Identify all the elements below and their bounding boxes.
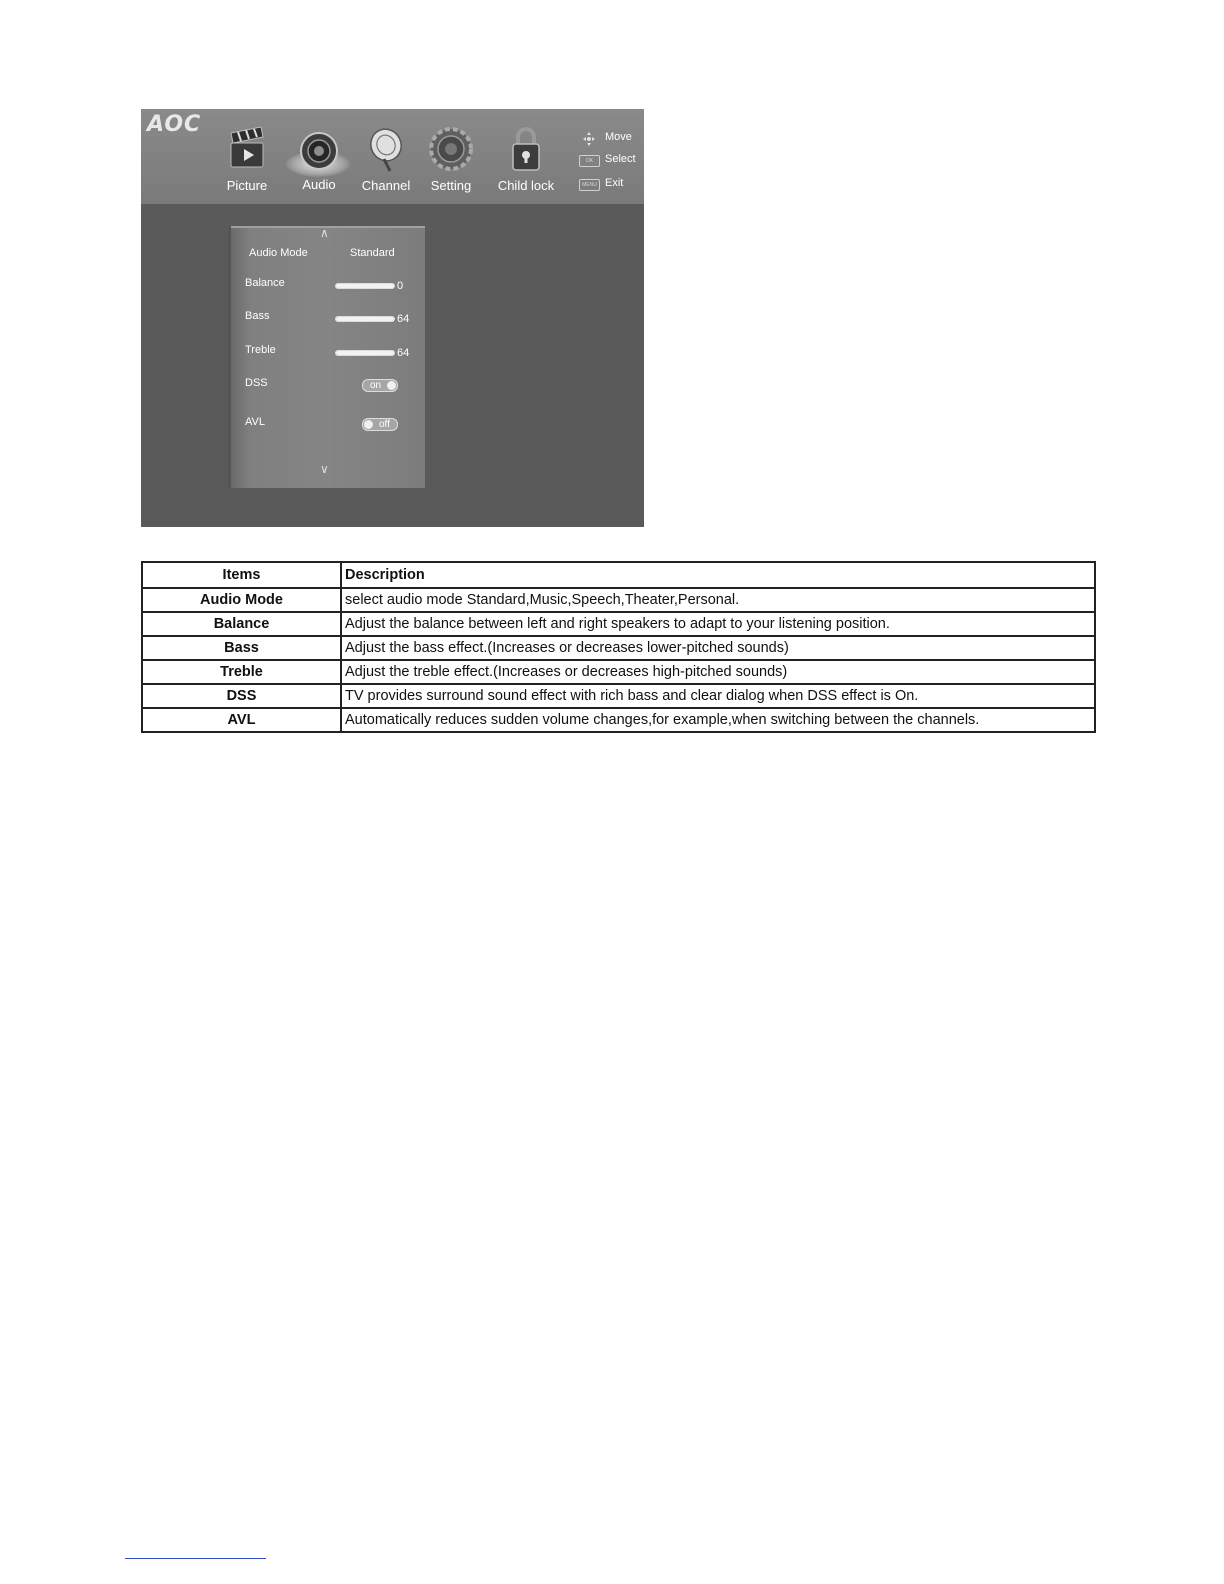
tab-child-lock[interactable] bbox=[489, 125, 563, 199]
arrows-icon bbox=[581, 132, 597, 146]
tab-label: Child lock bbox=[497, 178, 555, 193]
menu-label: Balance bbox=[245, 277, 285, 289]
menu-row-audio-mode[interactable] bbox=[249, 247, 419, 265]
tab-channel[interactable] bbox=[350, 125, 422, 199]
balance-slider[interactable] bbox=[335, 283, 395, 289]
scroll-down-icon[interactable]: ∨ bbox=[320, 462, 329, 476]
satellite-dish-icon bbox=[362, 125, 410, 173]
table-row bbox=[142, 636, 1095, 660]
bass-slider[interactable] bbox=[335, 316, 395, 322]
menu-key-icon: MENU bbox=[579, 179, 600, 191]
item-cell: DSS bbox=[142, 684, 341, 708]
hint-label: Move bbox=[605, 131, 632, 143]
table-header-row bbox=[142, 562, 1095, 588]
item-cell: Audio Mode bbox=[142, 588, 341, 612]
menu-label: Bass bbox=[245, 310, 270, 322]
aoc-logo: AOC bbox=[147, 112, 202, 137]
menu-row-avl[interactable] bbox=[245, 416, 415, 434]
toggle-state: on bbox=[370, 380, 382, 391]
tab-label: Setting bbox=[430, 178, 472, 193]
toggle-state: off bbox=[379, 419, 390, 430]
header-description: Description bbox=[341, 562, 1095, 588]
dss-toggle[interactable] bbox=[362, 379, 398, 392]
header-items: Items bbox=[142, 562, 341, 588]
tab-label: Audio bbox=[302, 177, 336, 192]
toggle-knob bbox=[387, 381, 396, 390]
menu-row-dss[interactable] bbox=[245, 377, 415, 395]
clapperboard-icon bbox=[223, 125, 271, 173]
menu-label: Treble bbox=[245, 344, 276, 356]
hint-label: Select bbox=[605, 153, 636, 165]
menu-row-bass[interactable] bbox=[245, 310, 415, 328]
description-cell: Adjust the balance between left and right speakers to adapt to your listening position. bbox=[341, 612, 1095, 636]
treble-value: 64 bbox=[397, 347, 410, 359]
tab-label: Channel bbox=[361, 178, 411, 193]
audio-menu-panel bbox=[228, 226, 425, 488]
table-row bbox=[142, 588, 1095, 612]
treble-slider[interactable] bbox=[335, 350, 395, 356]
table-row bbox=[142, 612, 1095, 636]
osd-screenshot bbox=[141, 109, 644, 527]
description-cell: Adjust the bass effect.(Increases or decreases lower-pitched sounds) bbox=[341, 636, 1095, 660]
hint-label: Exit bbox=[605, 177, 624, 189]
bass-value: 64 bbox=[397, 313, 410, 325]
item-cell: Bass bbox=[142, 636, 341, 660]
tab-audio[interactable] bbox=[283, 125, 355, 199]
description-cell: TV provides surround sound effect with rich bass and clear dialog when DSS effect is On. bbox=[341, 684, 1095, 708]
menu-label: Audio Mode bbox=[249, 247, 308, 259]
hint-move bbox=[579, 131, 644, 147]
hint-exit bbox=[579, 177, 644, 193]
item-cell: Treble bbox=[142, 660, 341, 684]
speaker-icon bbox=[295, 125, 343, 173]
gear-icon bbox=[427, 125, 475, 173]
menu-label: DSS bbox=[245, 377, 268, 389]
menu-label: AVL bbox=[245, 416, 265, 428]
toggle-knob bbox=[364, 420, 373, 429]
audio-mode-value: Standard bbox=[350, 247, 395, 259]
table-row bbox=[142, 684, 1095, 708]
avl-toggle[interactable] bbox=[362, 418, 398, 431]
description-cell: select audio mode Standard,Music,Speech,Theater,Personal. bbox=[341, 588, 1095, 612]
item-cell: AVL bbox=[142, 708, 341, 732]
ok-key-icon: OK bbox=[579, 155, 600, 167]
menu-row-treble[interactable] bbox=[245, 344, 415, 362]
menu-row-balance[interactable] bbox=[245, 277, 415, 295]
scroll-up-icon[interactable]: ∧ bbox=[320, 226, 329, 240]
balance-value: 0 bbox=[397, 280, 404, 292]
tab-setting[interactable] bbox=[415, 125, 487, 199]
audio-items-table bbox=[141, 561, 1096, 733]
description-cell: Adjust the treble effect.(Increases or decreases high-pitched sounds) bbox=[341, 660, 1095, 684]
padlock-icon bbox=[502, 125, 550, 173]
description-cell: Automatically reduces sudden volume changes,for example,when switching between the channels. bbox=[341, 708, 1095, 732]
table-row bbox=[142, 660, 1095, 684]
hint-select bbox=[579, 153, 644, 169]
table-row bbox=[142, 708, 1095, 732]
item-cell: Balance bbox=[142, 612, 341, 636]
tab-picture[interactable] bbox=[211, 125, 283, 199]
tab-label: Picture bbox=[226, 178, 268, 193]
osd-top-bar bbox=[141, 109, 644, 204]
footnote-rule bbox=[125, 1558, 266, 1559]
